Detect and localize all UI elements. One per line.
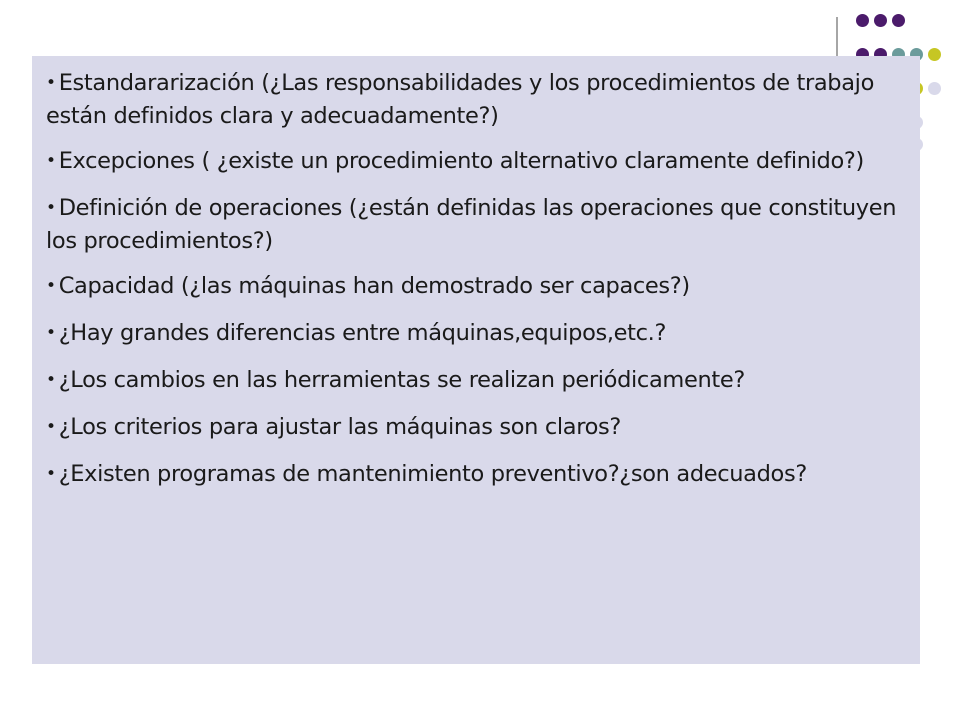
bullet-item	[46, 459, 904, 492]
bullet-item	[46, 271, 904, 304]
bullet-icon: •	[46, 464, 56, 484]
bullet-text: ¿Los cambios en las herramientas se realizan periódicamente?	[58, 367, 745, 393]
content-panel	[32, 56, 920, 664]
bullet-icon: •	[46, 323, 56, 343]
bullet-list	[32, 56, 920, 492]
bullet-item	[46, 412, 904, 445]
decorative-dot	[892, 14, 905, 27]
decorative-dot	[874, 14, 887, 27]
bullet-text: ¿Hay grandes diferencias entre máquinas,equipos,etc.?	[58, 320, 667, 346]
bullet-icon: •	[46, 417, 56, 437]
bullet-item	[46, 146, 904, 179]
bullet-item	[46, 318, 904, 351]
bullet-item	[46, 193, 904, 257]
bullet-text: Definición de operaciones (¿están definidas las operaciones que constituyen los procedimientos?)	[46, 195, 897, 254]
decorative-dot	[928, 82, 941, 95]
bullet-text: Estandararización (¿Las responsabilidades y los procedimientos de trabajo están definidos clara y adecuadamente?)	[46, 70, 874, 129]
bullet-icon: •	[46, 151, 56, 171]
bullet-icon: •	[46, 276, 56, 296]
bullet-icon: •	[46, 73, 56, 93]
decorative-dot	[856, 14, 869, 27]
bullet-item	[46, 365, 904, 398]
bullet-text: ¿Los criterios para ajustar las máquinas son claros?	[58, 414, 622, 440]
bullet-icon: •	[46, 198, 56, 218]
bullet-text: Excepciones ( ¿existe un procedimiento alternativo claramente definido?)	[58, 148, 864, 174]
bullet-text: ¿Existen programas de mantenimiento preventivo?¿son adecuados?	[58, 461, 807, 487]
bullet-item	[46, 68, 904, 132]
decorative-dot	[928, 48, 941, 61]
bullet-text: Capacidad (¿las máquinas han demostrado ser capaces?)	[58, 273, 690, 299]
bullet-icon: •	[46, 370, 56, 390]
